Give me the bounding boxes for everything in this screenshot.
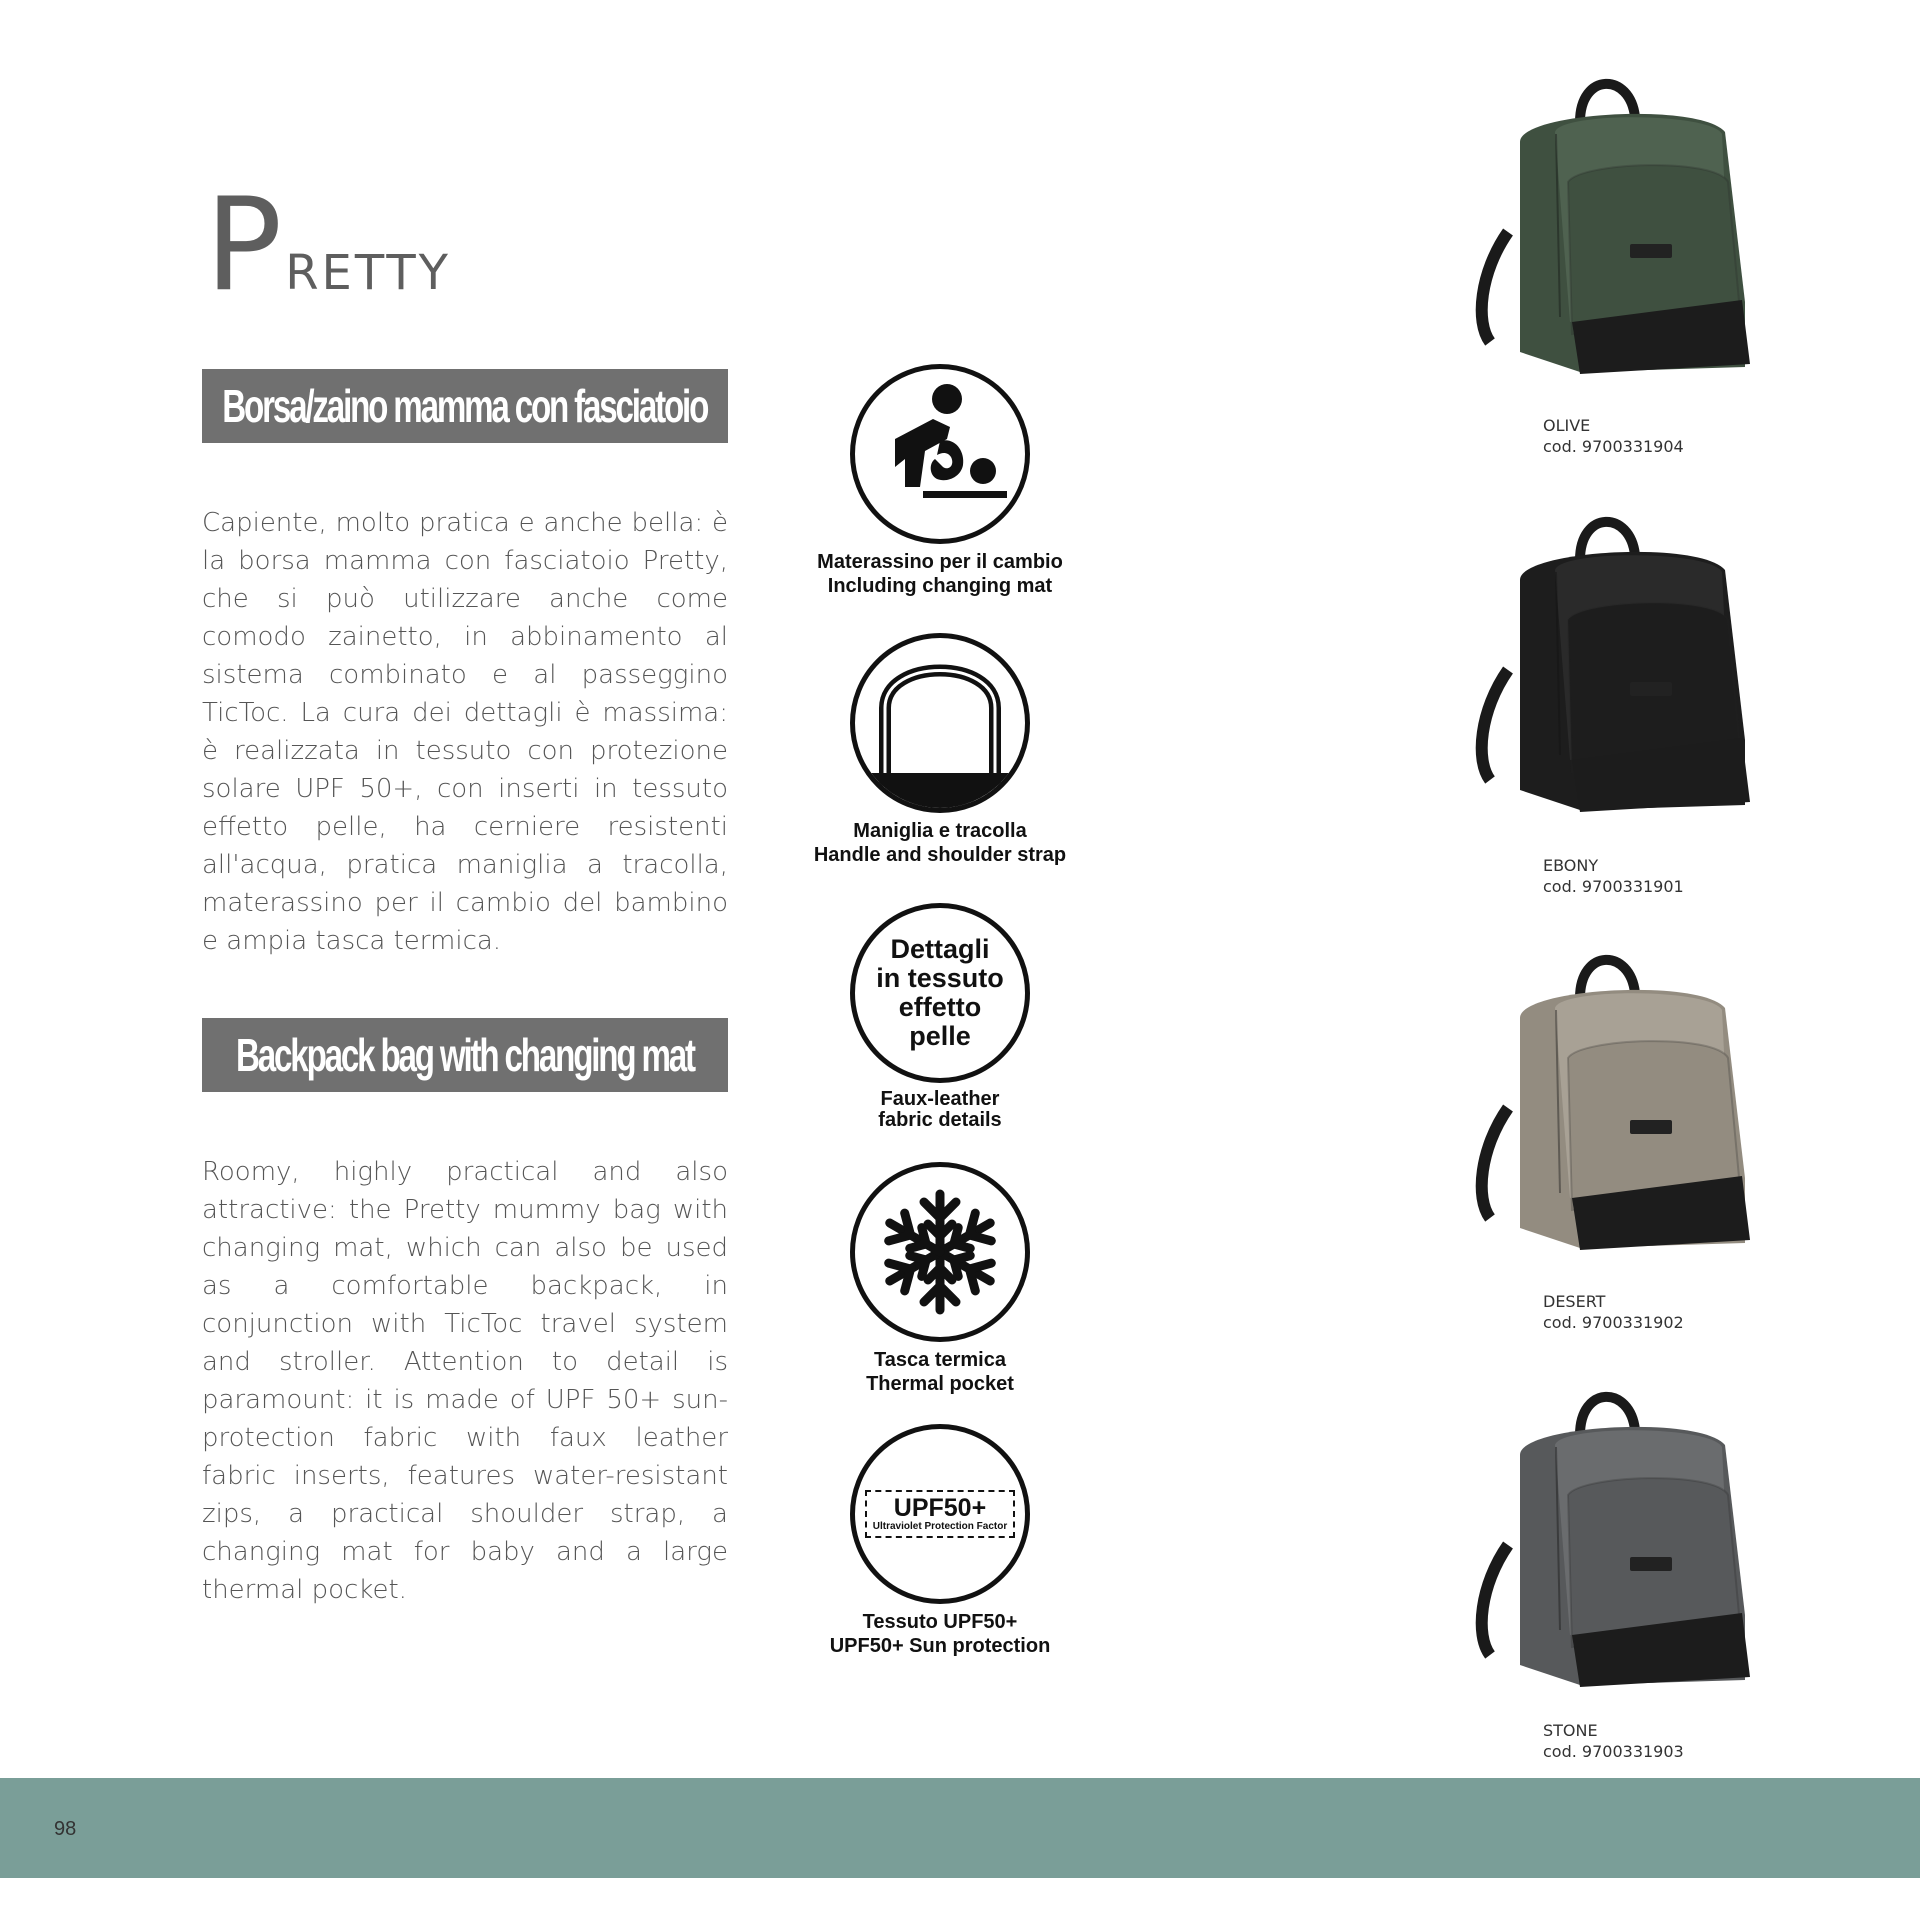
feature-caption-it: Tasca termica bbox=[874, 1349, 1006, 1371]
product-code: cod. 9700331903 bbox=[1543, 1742, 1684, 1761]
feature-caption-it: Faux-leather bbox=[880, 1088, 1000, 1110]
product-name: STONE bbox=[1543, 1721, 1598, 1740]
backpack-image bbox=[1460, 1385, 1790, 1705]
italian-description: Capiente, molto pratica e anche bella: è la borsa mamma con fasciatoio Pretty, che si può utilizzare anche come comodo zainetto, in abbinamento al sistema combinato e al passeggino TicToc. La cura dei dettagli è massima: è realizzata in tessuto con protezione solare UPF 50+, con inserti in tessuto effetto pelle, ha cerniere resistenti all'acqua, pratica maniglia a tracolla, materassino per il cambio del bambino e ampia tasca termica. bbox=[202, 508, 728, 956]
product-code: cod. 9700331902 bbox=[1543, 1313, 1684, 1332]
faux-leather-text-line: effetto bbox=[898, 992, 982, 1022]
changing-mat-icon bbox=[850, 364, 1030, 544]
upf-icon bbox=[850, 1424, 1030, 1604]
handle-strap-icon bbox=[850, 633, 1030, 813]
product-olive bbox=[1460, 72, 1790, 462]
feature-thermal-pocket bbox=[780, 1162, 1100, 1396]
faux-leather-text-line: pelle bbox=[909, 1021, 971, 1051]
english-description: Roomy, highly practical and also attractive: the Pretty mummy bag with changing mat, which can also be used as a comfortable backpack, in conjunction with TicToc travel system and stroller. Attention to detail is paramount: it is made of UPF 50+ sun-protection fabric with faux leather fabric inserts, features water-resistant zips, a practical shoulder strap, a changing mat for baby and a large thermal pocket. bbox=[202, 1157, 728, 1605]
feature-caption-it: Tessuto UPF50+ bbox=[862, 1611, 1018, 1633]
faux-leather-text-line: Dettagli bbox=[890, 934, 990, 964]
backpack-image bbox=[1460, 72, 1790, 392]
snowflake-icon bbox=[850, 1162, 1030, 1342]
feature-caption-en: Handle and shoulder strap bbox=[813, 844, 1067, 866]
product-desert bbox=[1460, 948, 1790, 1338]
feature-caption-en: fabric details bbox=[878, 1109, 1002, 1131]
upf-badge: UPF50+ bbox=[893, 1494, 987, 1522]
english-heading-text: Backpack bag with changing mat bbox=[236, 1029, 694, 1081]
product-name: DESERT bbox=[1543, 1292, 1606, 1311]
product-stone bbox=[1460, 1385, 1790, 1775]
product-ebony bbox=[1460, 510, 1790, 900]
italian-heading-text: Borsa/zaino mamma con fasciatoio bbox=[222, 380, 708, 432]
upf-badge-subtitle: Ultraviolet Protection Factor bbox=[872, 1521, 1008, 1532]
page-number: 98 bbox=[54, 1818, 77, 1840]
product-code: cod. 9700331904 bbox=[1543, 437, 1684, 456]
backpack-image bbox=[1460, 948, 1790, 1268]
feature-caption-en: Thermal pocket bbox=[866, 1373, 1014, 1395]
feature-handle-strap bbox=[780, 633, 1100, 867]
feature-faux-leather bbox=[780, 903, 1100, 1131]
english-heading bbox=[202, 1018, 728, 1092]
faux-leather-icon bbox=[850, 903, 1030, 1083]
page-title: Pretty bbox=[205, 171, 451, 320]
feature-caption-it: Maniglia e tracolla bbox=[853, 820, 1027, 842]
footer-bar bbox=[0, 1778, 1920, 1878]
feature-upf bbox=[780, 1424, 1100, 1658]
feature-caption-en: UPF50+ Sun protection bbox=[829, 1635, 1051, 1657]
product-name: OLIVE bbox=[1543, 416, 1591, 435]
product-code: cod. 9700331901 bbox=[1543, 877, 1684, 896]
italian-heading bbox=[202, 369, 728, 443]
product-name: EBONY bbox=[1543, 856, 1599, 875]
feature-caption-it: Materassino per il cambio bbox=[817, 551, 1063, 573]
faux-leather-text-line: in tessuto bbox=[876, 963, 1004, 993]
feature-changing-mat bbox=[780, 364, 1100, 598]
feature-caption-en: Including changing mat bbox=[827, 575, 1053, 597]
backpack-image bbox=[1460, 510, 1790, 830]
